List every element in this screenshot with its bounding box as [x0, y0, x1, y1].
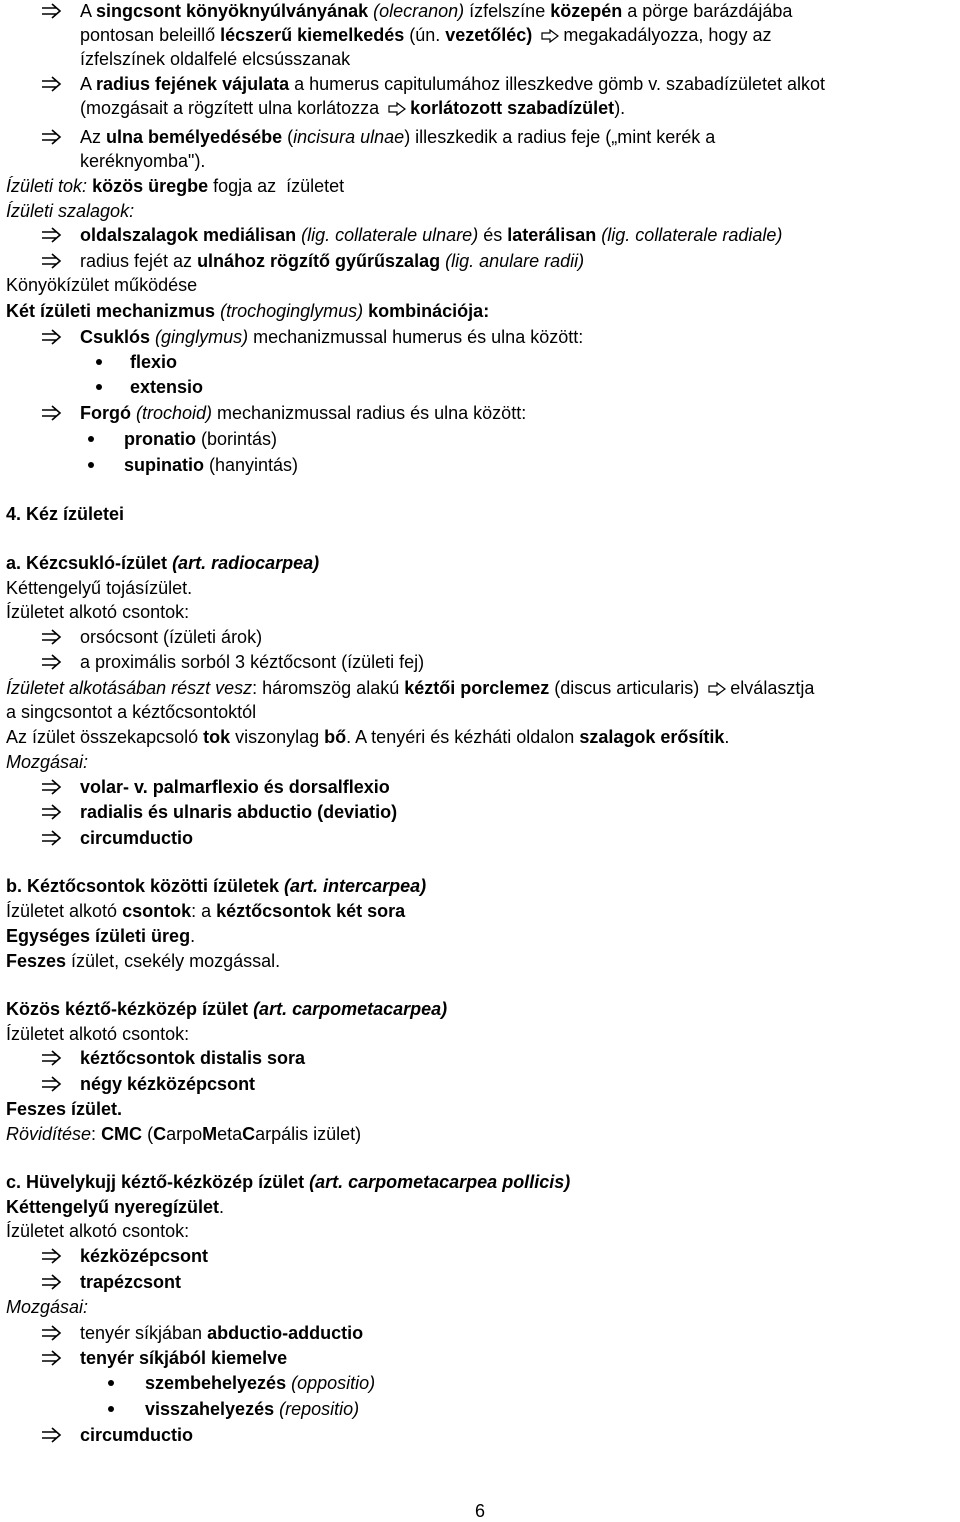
text-line: Forgó (trochoid) mechanizmussal radius és ulna között:	[80, 403, 527, 423]
list-item: kéztőcsontok distalis sora	[80, 1048, 306, 1068]
list-item: orsócsont (ízületi árok)	[80, 627, 263, 647]
section-heading: Közös kéztő-kézközép ízület (art. carpometacarpea)	[6, 999, 448, 1019]
section-heading: 4. Kéz ízületei	[6, 504, 125, 524]
section-heading: b. Kéztőcsontok közötti ízületek (art. intercarpea)	[6, 876, 427, 896]
list-item: volar- v. palmarflexio és dorsalflexio	[80, 777, 390, 797]
section-heading: a. Kézcsukló-ízület (art. radiocarpea)	[6, 553, 320, 573]
list-item: tenyér síkjában abductio-adductio	[80, 1323, 364, 1343]
list-item: a proximális sorból 3 kéztőcsont (ízületi fej)	[80, 652, 425, 672]
double-arrow-icon	[40, 626, 68, 648]
section-label: Könyökízület működése	[6, 275, 198, 295]
double-arrow-icon	[40, 402, 68, 424]
bullet-icon	[96, 359, 102, 365]
text-line: a singcsontot a kéztőcsontoktól	[6, 702, 257, 722]
double-arrow-icon	[40, 1073, 68, 1095]
text-line: Az ízület összekapcsoló tok viszonylag bő. A tenyéri és kézháti oldalon szalagok erősítik.	[6, 727, 730, 747]
double-arrow-icon	[40, 651, 68, 673]
text-line: keréknyomba").	[80, 151, 206, 171]
double-arrow-icon	[40, 776, 68, 798]
hollow-arrow-icon	[388, 102, 406, 116]
text-line: Két ízületi mechanizmus (trochoginglymus) kombinációja:	[6, 301, 490, 321]
bullet-icon	[108, 1380, 114, 1386]
double-arrow-icon	[40, 224, 68, 246]
text-line: Feszes ízület, csekély mozgással.	[6, 951, 281, 971]
double-arrow-icon	[40, 250, 68, 272]
text-line: Kéttengelyű nyeregízület.	[6, 1197, 225, 1217]
double-arrow-icon	[40, 326, 68, 348]
text-line: oldalszalagok mediálisan (lig. collaterale ulnare) és laterálisan (lig. collaterale radiale)	[80, 225, 783, 245]
list-item: trapézcsont	[80, 1272, 182, 1292]
list-item: tenyér síkjából kiemelve	[80, 1348, 288, 1368]
section-label: Ízületi szalagok:	[6, 201, 135, 221]
text-line: A radius fejének vájulata a humerus capitulumához illeszkedve gömb v. szabadízületet alkot	[80, 74, 826, 94]
double-arrow-icon	[40, 1322, 68, 1344]
list-item: pronatio (borintás)	[124, 429, 278, 449]
double-arrow-icon	[40, 801, 68, 823]
double-arrow-icon	[40, 827, 68, 849]
text-line: Ízületet alkotásában részt vesz: háromszög alakú kéztői porclemez (discus articularis) elválasztja	[6, 678, 815, 698]
list-item: négy kézközépcsont	[80, 1074, 256, 1094]
section-label: Mozgásai:	[6, 1297, 89, 1317]
text-line: ízfelszínek oldalfelé elcsússzanak	[80, 49, 351, 69]
section-heading: c. Hüvelykujj kéztő-kézközép ízület (art. carpometacarpea pollicis)	[6, 1172, 571, 1192]
double-arrow-icon	[40, 1245, 68, 1267]
text-line: Feszes ízület.	[6, 1099, 123, 1119]
list-item: circumductio	[80, 828, 194, 848]
text-line: Ízületet alkotó csontok: a kéztőcsontok két sora	[6, 901, 406, 921]
text-line: Rövidítése: CMC (CarpoMetaCarpális izület)	[6, 1124, 362, 1144]
double-arrow-icon	[40, 1271, 68, 1293]
section-label: Ízületet alkotó csontok:	[6, 602, 190, 622]
double-arrow-icon	[40, 126, 68, 148]
double-arrow-icon	[40, 1047, 68, 1069]
bullet-icon	[88, 462, 94, 468]
text-line: Az ulna bemélyedésébe (incisura ulnae) illeszkedik a radius feje („mint kerék a	[80, 127, 716, 147]
page-number: 6	[474, 1501, 485, 1521]
text-line: Egységes ízületi üreg.	[6, 926, 196, 946]
text-line: Ízületi tok: közös üregbe fogja az ízületet	[6, 176, 345, 196]
list-item: szembehelyezés (oppositio)	[145, 1373, 376, 1393]
text-line: pontosan beleillő lécszerű kiemelkedés (ún. vezetőléc) megakadályozza, hogy az	[80, 25, 772, 45]
bullet-icon	[108, 1406, 114, 1412]
hollow-arrow-icon	[541, 29, 559, 43]
section-label: Ízületet alkotó csontok:	[6, 1024, 190, 1044]
list-item: extensio	[130, 377, 204, 397]
hollow-arrow-icon	[708, 682, 726, 696]
section-label: Ízületet alkotó csontok:	[6, 1221, 190, 1241]
text-line: A singcsont könyöknyúlványának (olecranon) ízfelszíne közepén a pörge barázdájába	[80, 1, 793, 21]
text-line: Kéttengelyű tojásízület.	[6, 578, 193, 598]
list-item: supinatio (hanyintás)	[124, 455, 299, 475]
text-line: Csuklós (ginglymus) mechanizmussal humerus és ulna között:	[80, 327, 584, 347]
text-line: (mozgásait a rögzített ulna korlátozza korlátozott szabadízület).	[80, 98, 626, 118]
list-item: visszahelyezés (repositio)	[145, 1399, 360, 1419]
bullet-icon	[88, 436, 94, 442]
double-arrow-icon	[40, 1347, 68, 1369]
list-item: circumductio	[80, 1425, 194, 1445]
double-arrow-icon	[40, 1424, 68, 1446]
list-item: kézközépcsont	[80, 1246, 209, 1266]
list-item: flexio	[130, 352, 178, 372]
list-item: radialis és ulnaris abductio (deviatio)	[80, 802, 398, 822]
section-label: Mozgásai:	[6, 752, 89, 772]
double-arrow-icon	[40, 73, 68, 95]
bullet-icon	[96, 384, 102, 390]
double-arrow-icon	[40, 0, 68, 22]
text-line: radius fejét az ulnához rögzítő gyűrűszalag (lig. anulare radii)	[80, 251, 585, 271]
